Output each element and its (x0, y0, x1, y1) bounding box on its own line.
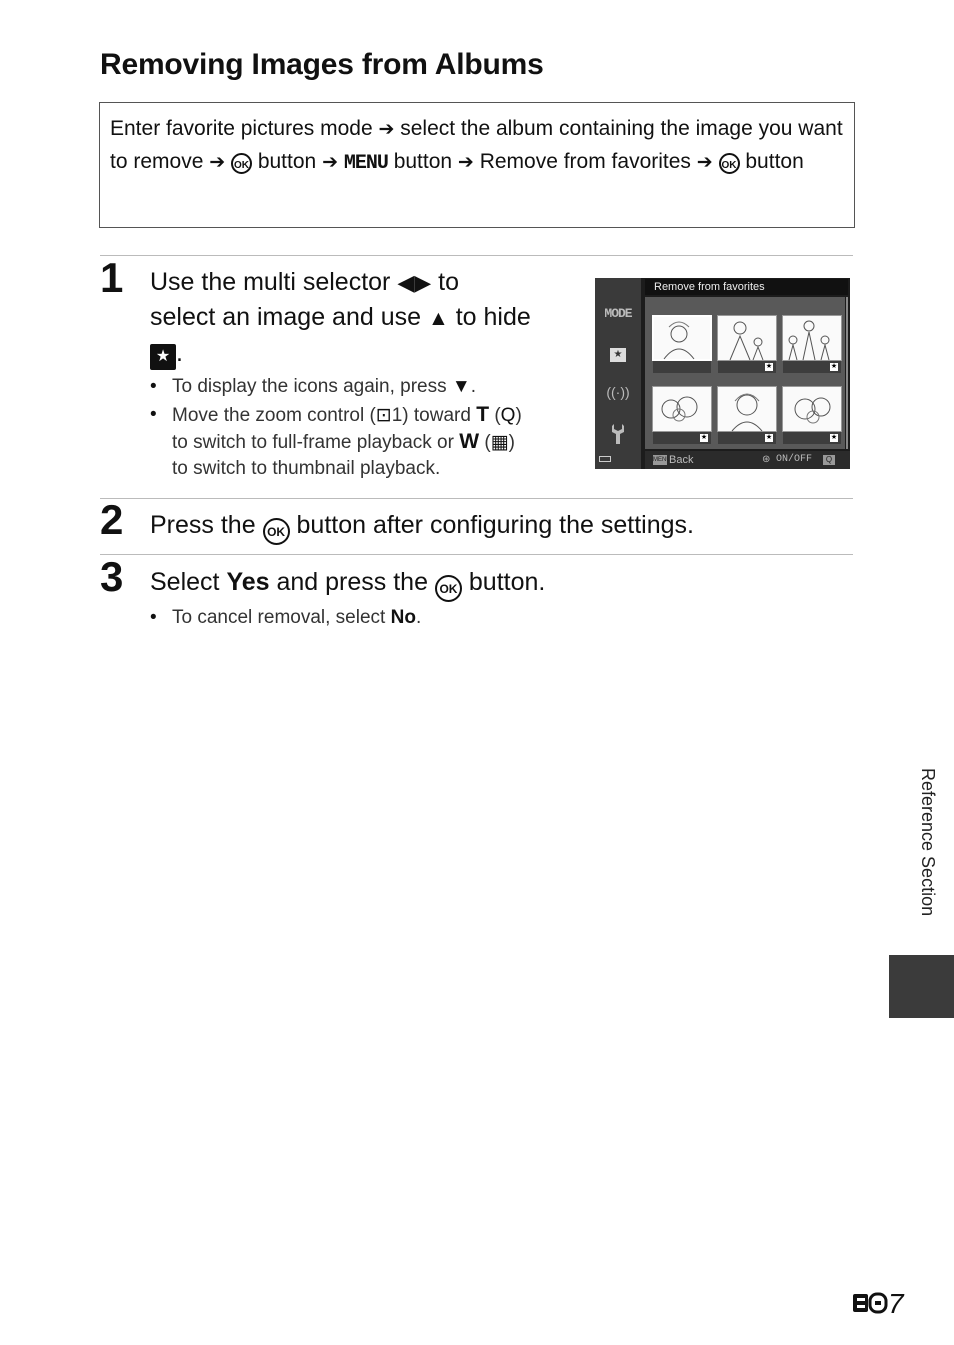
divider (100, 498, 853, 499)
nav-step-favorite-mode: Enter favorite pictures mode (110, 117, 373, 140)
navigation-path-box (99, 102, 855, 228)
list-item (172, 374, 582, 400)
nav-step-select-album: select the album containing the image you want to remove (110, 117, 843, 173)
magnify-icon: Q (500, 405, 516, 426)
step-number: 2 (100, 496, 124, 543)
menu-button-icon: MENU (653, 457, 671, 463)
list-item (172, 402, 582, 482)
wireless-icon: ((·)) (606, 384, 630, 400)
step-number: 1 (100, 254, 124, 301)
thumbnail-selected[interactable] (652, 315, 712, 361)
thumbnail[interactable] (782, 315, 842, 361)
thumbnail-label-bar (718, 361, 776, 373)
ok-button-icon: OK (263, 518, 290, 545)
thumbnail-label-bar (783, 432, 841, 444)
step2-text: button after configuring the settings. (296, 511, 694, 539)
wide-W-icon: W (459, 430, 480, 453)
thumbnail[interactable] (717, 315, 777, 361)
bullet-text: ) (515, 405, 522, 426)
step2-text: Press the (150, 511, 256, 539)
battery-icon (599, 456, 611, 462)
bullet-text: . (470, 376, 476, 397)
step1-text: to (438, 268, 459, 296)
bullet-text: to switch to thumbnail playback. (172, 458, 441, 479)
wrench-icon (595, 424, 641, 448)
favorite-star-icon: ★ (765, 434, 773, 441)
nav-button-word: button (393, 150, 453, 173)
step3-text: button. (468, 568, 546, 596)
divider (100, 554, 853, 555)
book-reference-icon: ⊡ (375, 405, 392, 426)
option-no: No (390, 607, 416, 628)
favorites-album-icon: ★ (595, 344, 641, 362)
thumbnail[interactable] (782, 386, 842, 432)
nav-button-word: button (745, 150, 804, 173)
section-side-label: Reference Section (918, 768, 938, 917)
camera-menu-title: Remove from favorites (645, 279, 848, 295)
bullet-text: ( (484, 432, 491, 453)
bullet-text: To cancel removal, select (172, 607, 386, 628)
thumbnail[interactable] (652, 386, 712, 432)
step3-heading (150, 565, 850, 602)
ok-button-icon: OK (435, 575, 462, 602)
page-title: Removing Images from Albums (100, 48, 544, 81)
back-label: Back (669, 454, 694, 466)
step-number: 3 (100, 553, 124, 600)
step2-heading (150, 508, 850, 545)
bullet-text: ) (508, 432, 515, 453)
mode-icon: MODE (604, 306, 632, 321)
menu-button-icon: MENU (343, 152, 388, 175)
bullet-text: ( (494, 405, 501, 426)
arrow-icon: ➔ (322, 152, 338, 173)
dial-icon: ⊛ (762, 454, 771, 465)
zoom-icon: Q (823, 455, 835, 465)
step1-text: select an image and use (150, 303, 422, 331)
thumbnail-label-bar (653, 432, 711, 444)
favorite-star-icon: ★ (765, 363, 773, 370)
bullet-text: To display the icons again, press (172, 376, 447, 397)
favorite-star-icon: ★ (150, 344, 176, 370)
ok-button-icon: OK (231, 153, 252, 174)
step1-text: Use the multi selector (150, 268, 391, 296)
step1-text: to hide (455, 303, 531, 331)
bullet-text: 1) toward (391, 405, 471, 426)
camera-footer (645, 451, 850, 469)
arrow-icon: ➔ (457, 152, 474, 173)
ok-button-icon: OK (719, 153, 740, 174)
telephoto-T-icon: T (476, 403, 490, 426)
thumbnail-label-bar (783, 361, 841, 373)
multi-selector-left-right-icon: ◀▶ (397, 270, 432, 295)
thumbnail-grid-icon: ▦ (490, 432, 509, 453)
arrow-icon: ➔ (209, 152, 226, 173)
thumbnail[interactable] (717, 386, 777, 432)
nav-button-word: button (257, 150, 317, 173)
option-yes: Yes (226, 568, 270, 596)
step1-heading (150, 265, 580, 370)
up-arrow-icon: ▲ (427, 307, 449, 330)
bullet-text: . (415, 607, 422, 628)
page-number (852, 1288, 904, 1320)
page-number-value: 7 (888, 1288, 904, 1319)
favorite-star-icon: ★ (830, 434, 838, 441)
arrow-icon: ➔ (378, 119, 395, 140)
bullet-text: to switch to full-frame playback or (172, 432, 454, 453)
nav-step-remove-from-favorites: Remove from favorites (479, 150, 691, 173)
list-item (172, 605, 672, 631)
step3-text: and press the (276, 568, 428, 596)
favorite-star-icon: ★ (700, 434, 708, 441)
arrow-icon: ➔ (696, 152, 713, 173)
step3-text: Select (150, 568, 220, 596)
reference-section-icon (852, 1290, 888, 1314)
favorite-star-icon: ★ (830, 363, 838, 370)
bullet-text: Move the zoom control ( (172, 405, 376, 426)
camera-screen-screenshot (595, 278, 850, 469)
on-off-label: ON/OFF (776, 454, 813, 465)
camera-sidebar (595, 278, 641, 469)
thumbnail-grid (645, 297, 845, 449)
down-arrow-icon: ▼ (451, 376, 471, 397)
step1-text: . (176, 339, 183, 367)
scrollbar (846, 297, 848, 449)
thumbnail-label-bar (653, 361, 711, 373)
thumbnail-label-bar (718, 432, 776, 444)
section-tab (889, 955, 954, 1018)
divider (100, 255, 853, 256)
